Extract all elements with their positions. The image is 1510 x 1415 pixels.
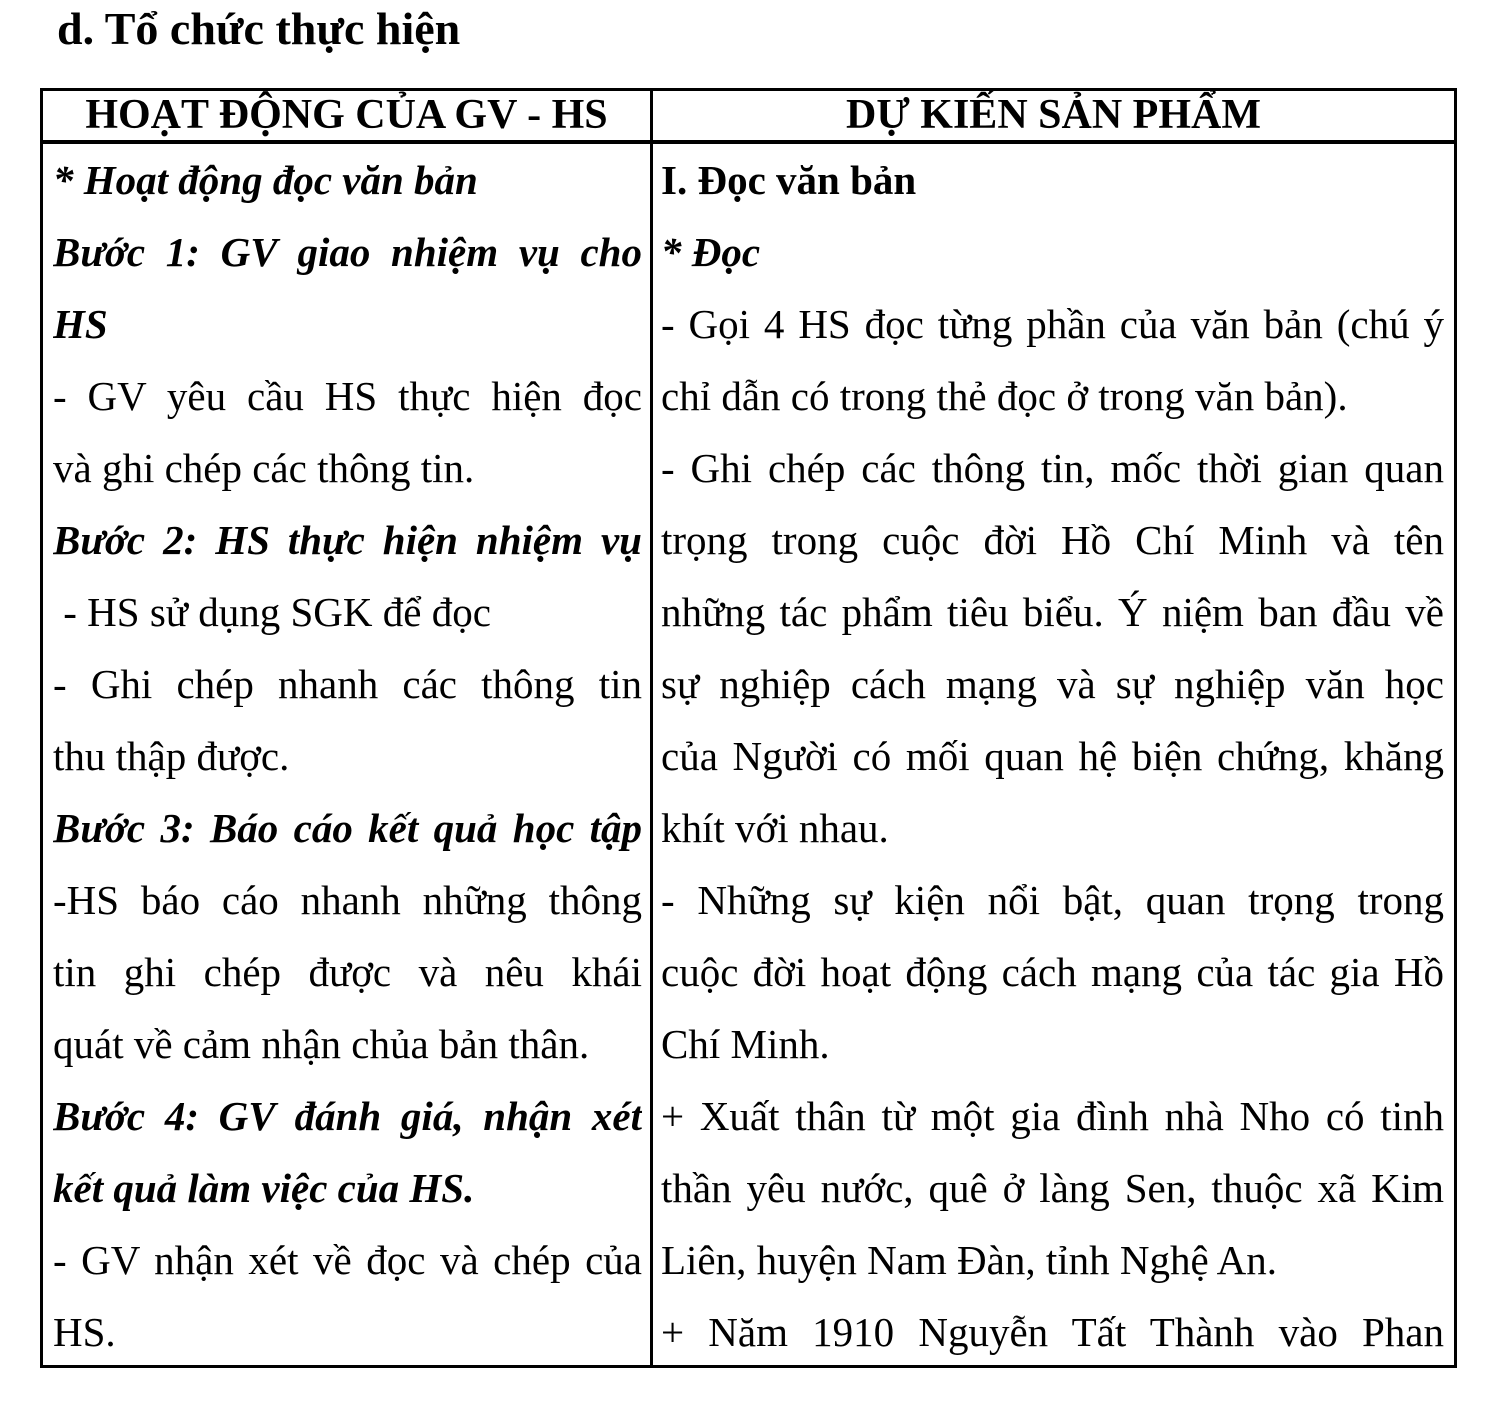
text-line: + Năm 1910 Nguyễn Tất Thành vào Phan	[661, 1309, 1444, 1355]
text-line: Chí Minh.	[661, 1021, 830, 1067]
text-line: tin ghi chép được và nêu khái	[53, 949, 642, 995]
text-line: thần yêu nước, quê ở làng Sen, thuộc xã Kim	[661, 1165, 1444, 1211]
text-line: Bước 1: GV giao nhiệm vụ cho	[53, 229, 642, 275]
text-line: - GV nhận xét về đọc và chép của	[53, 1237, 642, 1283]
text-line: * Đọc	[661, 229, 761, 275]
lesson-plan-table	[40, 88, 1457, 1368]
text-line: - Những sự kiện nổi bật, quan trọng trong	[661, 877, 1444, 923]
table-body-row	[43, 144, 1454, 1365]
text-line: trọng trong cuộc đời Hồ Chí Minh và tên	[661, 517, 1444, 563]
text-line: thu thập được.	[53, 733, 290, 779]
table-header-gv-hs: HOẠT ĐỘNG CỦA GV - HS	[43, 91, 653, 140]
text-line: chỉ dẫn có trong thẻ đọc ở trong văn bản).	[661, 373, 1348, 419]
text-line: những tác phẩm tiêu biểu. Ý niệm ban đầu về	[661, 589, 1444, 635]
column-gv-hs-activities	[43, 144, 653, 1365]
text-line: HS	[53, 301, 108, 347]
column-expected-products	[653, 144, 1454, 1365]
text-line: - GV yêu cầu HS thực hiện đọc	[53, 373, 642, 419]
text-line: và ghi chép các thông tin.	[53, 445, 475, 491]
text-line: - Gọi 4 HS đọc từng phần của văn bản (chú ý	[661, 301, 1444, 347]
table-header-row	[43, 91, 1454, 144]
text-line: của Người có mối quan hệ biện chứng, khăng	[661, 733, 1444, 779]
table-header-du-kien-san-pham: DỰ KIẾN SẢN PHẨM	[846, 92, 1261, 138]
text-line: quát về cảm nhận chủa bản thân.	[53, 1021, 590, 1067]
text-line: HS.	[53, 1309, 116, 1355]
text-line: Bước 3: Báo cáo kết quả học tập	[53, 805, 642, 851]
text-line: - Ghi chép nhanh các thông tin	[53, 661, 642, 707]
text-line: cuộc đời hoạt động cách mạng của tác gia Hồ	[661, 949, 1444, 995]
text-line: + Xuất thân từ một gia đình nhà Nho có tinh	[661, 1093, 1444, 1139]
text-line: khít với nhau.	[661, 805, 889, 851]
text-line: - Ghi chép các thông tin, mốc thời gian quan	[661, 445, 1444, 491]
text-line: * Hoạt động đọc văn bản	[53, 157, 478, 203]
text-line: kết quả làm việc của HS.	[53, 1165, 475, 1211]
text-line: I. Đọc văn bản	[661, 157, 917, 203]
text-line: -HS báo cáo nhanh những thông	[53, 877, 642, 923]
text-line: Bước 4: GV đánh giá, nhận xét	[53, 1093, 642, 1139]
section-heading: d. Tổ chức thực hiện	[57, 3, 461, 54]
text-line: Bước 2: HS thực hiện nhiệm vụ	[53, 517, 642, 563]
text-line: Liên, huyện Nam Đàn, tỉnh Nghệ An.	[661, 1237, 1278, 1283]
text-line: sự nghiệp cách mạng và sự nghiệp văn học	[661, 661, 1444, 707]
text-line: - HS sử dụng SGK để đọc	[53, 589, 491, 635]
